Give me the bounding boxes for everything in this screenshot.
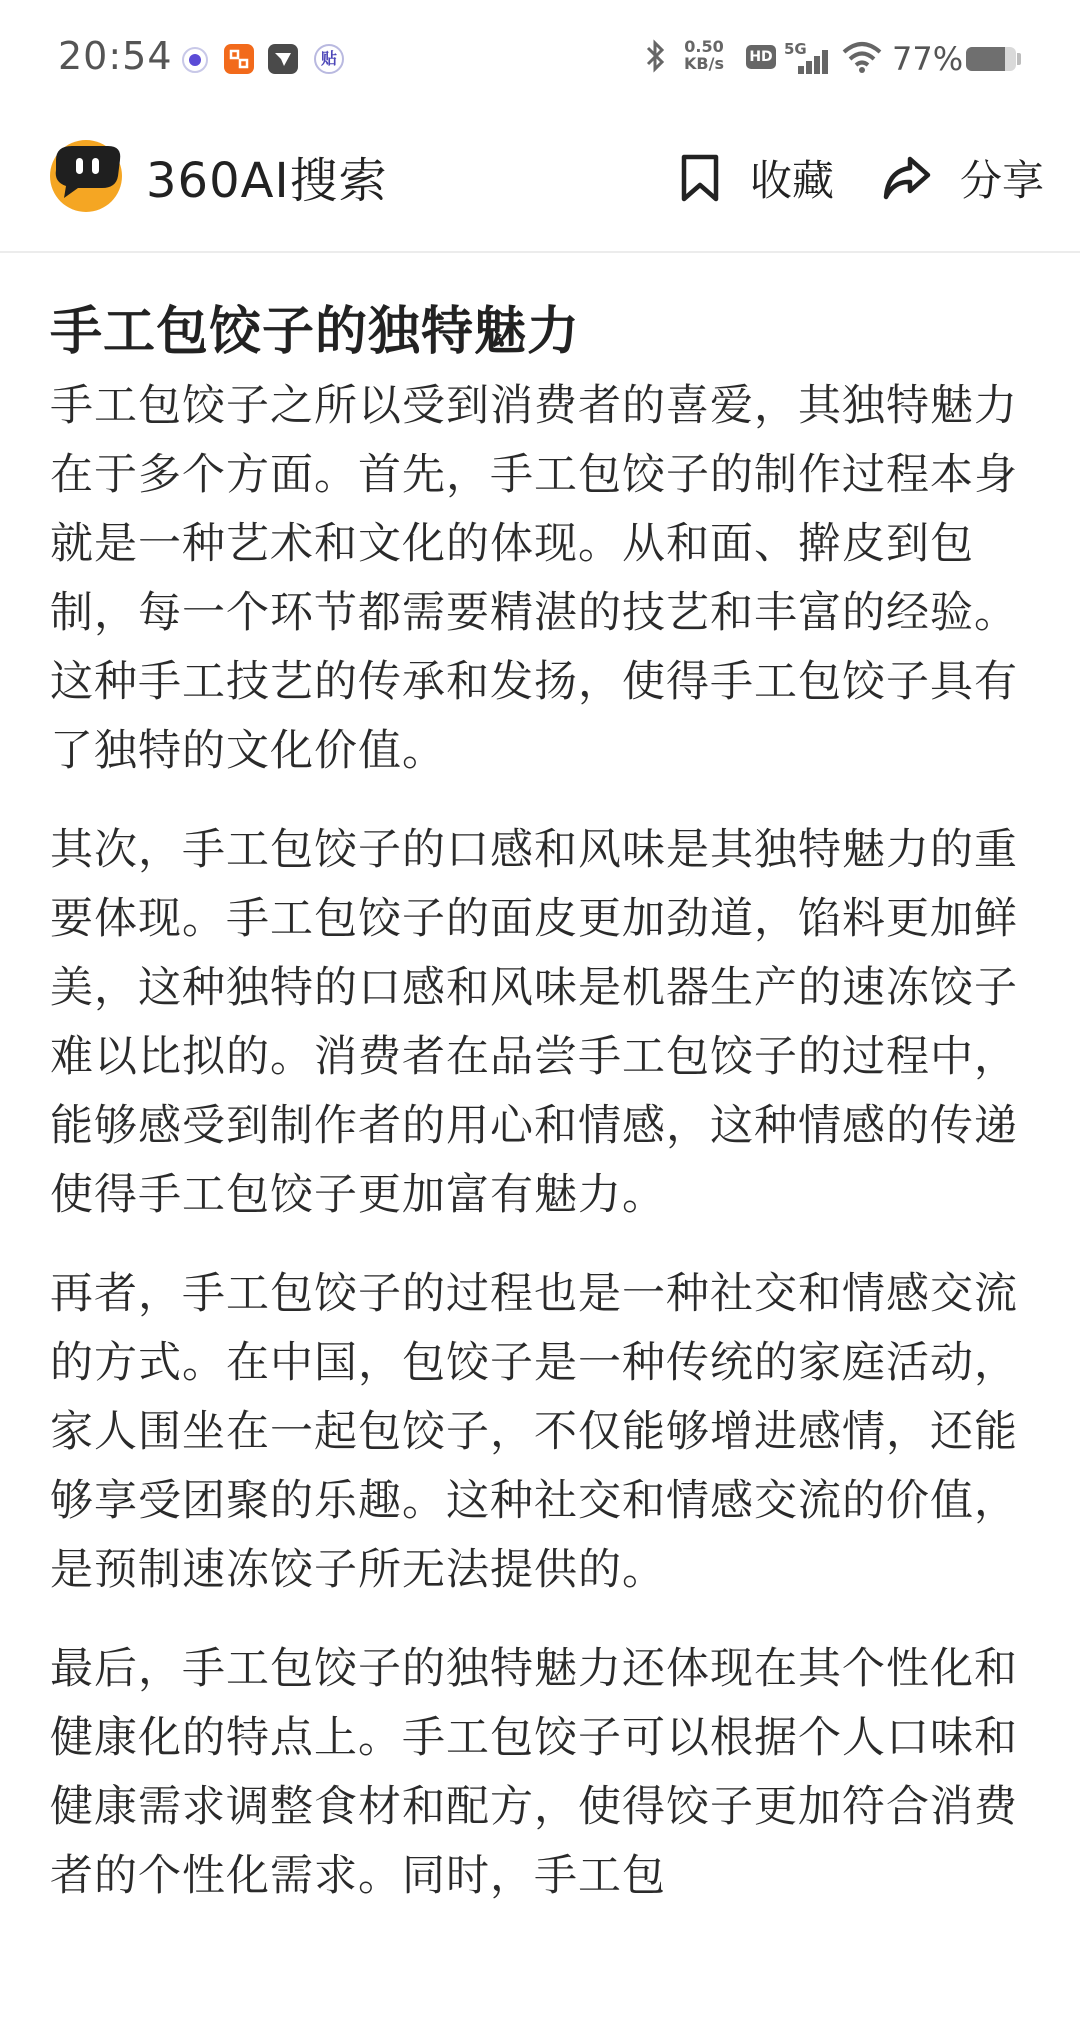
taobao-icon	[224, 44, 254, 74]
share-icon	[882, 153, 932, 203]
battery-tip	[1017, 53, 1021, 65]
network-speed-value: 0.50	[684, 37, 724, 56]
hd-badge: HD	[746, 45, 776, 69]
article-paragraph: 最后，手工包饺子的独特魅力还体现在其个性化和健康化的特点上。手工包饺子可以根据个人口味和健康需求调整食材和配方，使得饺子更加符合消费者的个性化需求。同时，手工包	[50, 1644, 1018, 1901]
browser-icon	[182, 47, 208, 73]
signal-label: 5G	[784, 40, 807, 58]
article-heading: 手工包饺子的独特魅力	[50, 302, 581, 362]
360ai-logo-icon[interactable]	[48, 138, 124, 212]
wifi-icon	[842, 40, 882, 74]
network-speed	[684, 38, 724, 72]
tieba-icon: 贴	[314, 44, 344, 74]
share-label: 分享	[960, 156, 1045, 205]
brand-name: 360AI搜索	[146, 153, 388, 209]
status-time: 20:54	[58, 34, 173, 78]
app-header	[0, 120, 1080, 253]
share-button[interactable]	[882, 150, 1044, 206]
network-speed-unit: KB/s	[684, 54, 724, 73]
article-paragraph: 手工包饺子之所以受到消费者的喜爱，其独特魅力在于多个方面。首先，手工包饺子的制作过程本身就是一种艺术和文化的体现。从和面、擀皮到包制，每一个环节都需要精湛的技艺和丰富的经验。这种手工技艺的传承和发扬，使得手工包饺子具有了独特的文化价值。	[50, 381, 1018, 776]
battery-percent: 77%	[892, 40, 964, 78]
status-bar	[0, 0, 1080, 120]
feishu-icon	[268, 44, 298, 74]
favorite-button[interactable]	[678, 150, 834, 206]
signal-icon	[784, 40, 832, 74]
favorite-label: 收藏	[750, 156, 835, 205]
article-paragraph: 再者，手工包饺子的过程也是一种社交和情感交流的方式。在中国，包饺子是一种传统的家庭活动，家人围坐在一起包饺子，不仅能够增进感情，还能够享受团聚的乐趣。这种社交和情感交流的价值，是预制速冻饺子所无法提供的。	[50, 1269, 1018, 1595]
bluetooth-icon	[640, 38, 670, 83]
bookmark-icon	[678, 153, 722, 203]
battery-fill	[966, 47, 1005, 71]
article-paragraph: 其次，手工包饺子的口感和风味是其独特魅力的重要体现。手工包饺子的面皮更加劲道，馅料更加鲜美，这种独特的口感和风味是机器生产的速冻饺子难以比拟的。消费者在品尝手工包饺子的过程中，能够感受到制作者的用心和情感，这种情感的传递使得手工包饺子更加富有魅力。	[50, 825, 1018, 1220]
article-content	[50, 292, 1040, 1941]
battery-icon	[966, 47, 1016, 71]
